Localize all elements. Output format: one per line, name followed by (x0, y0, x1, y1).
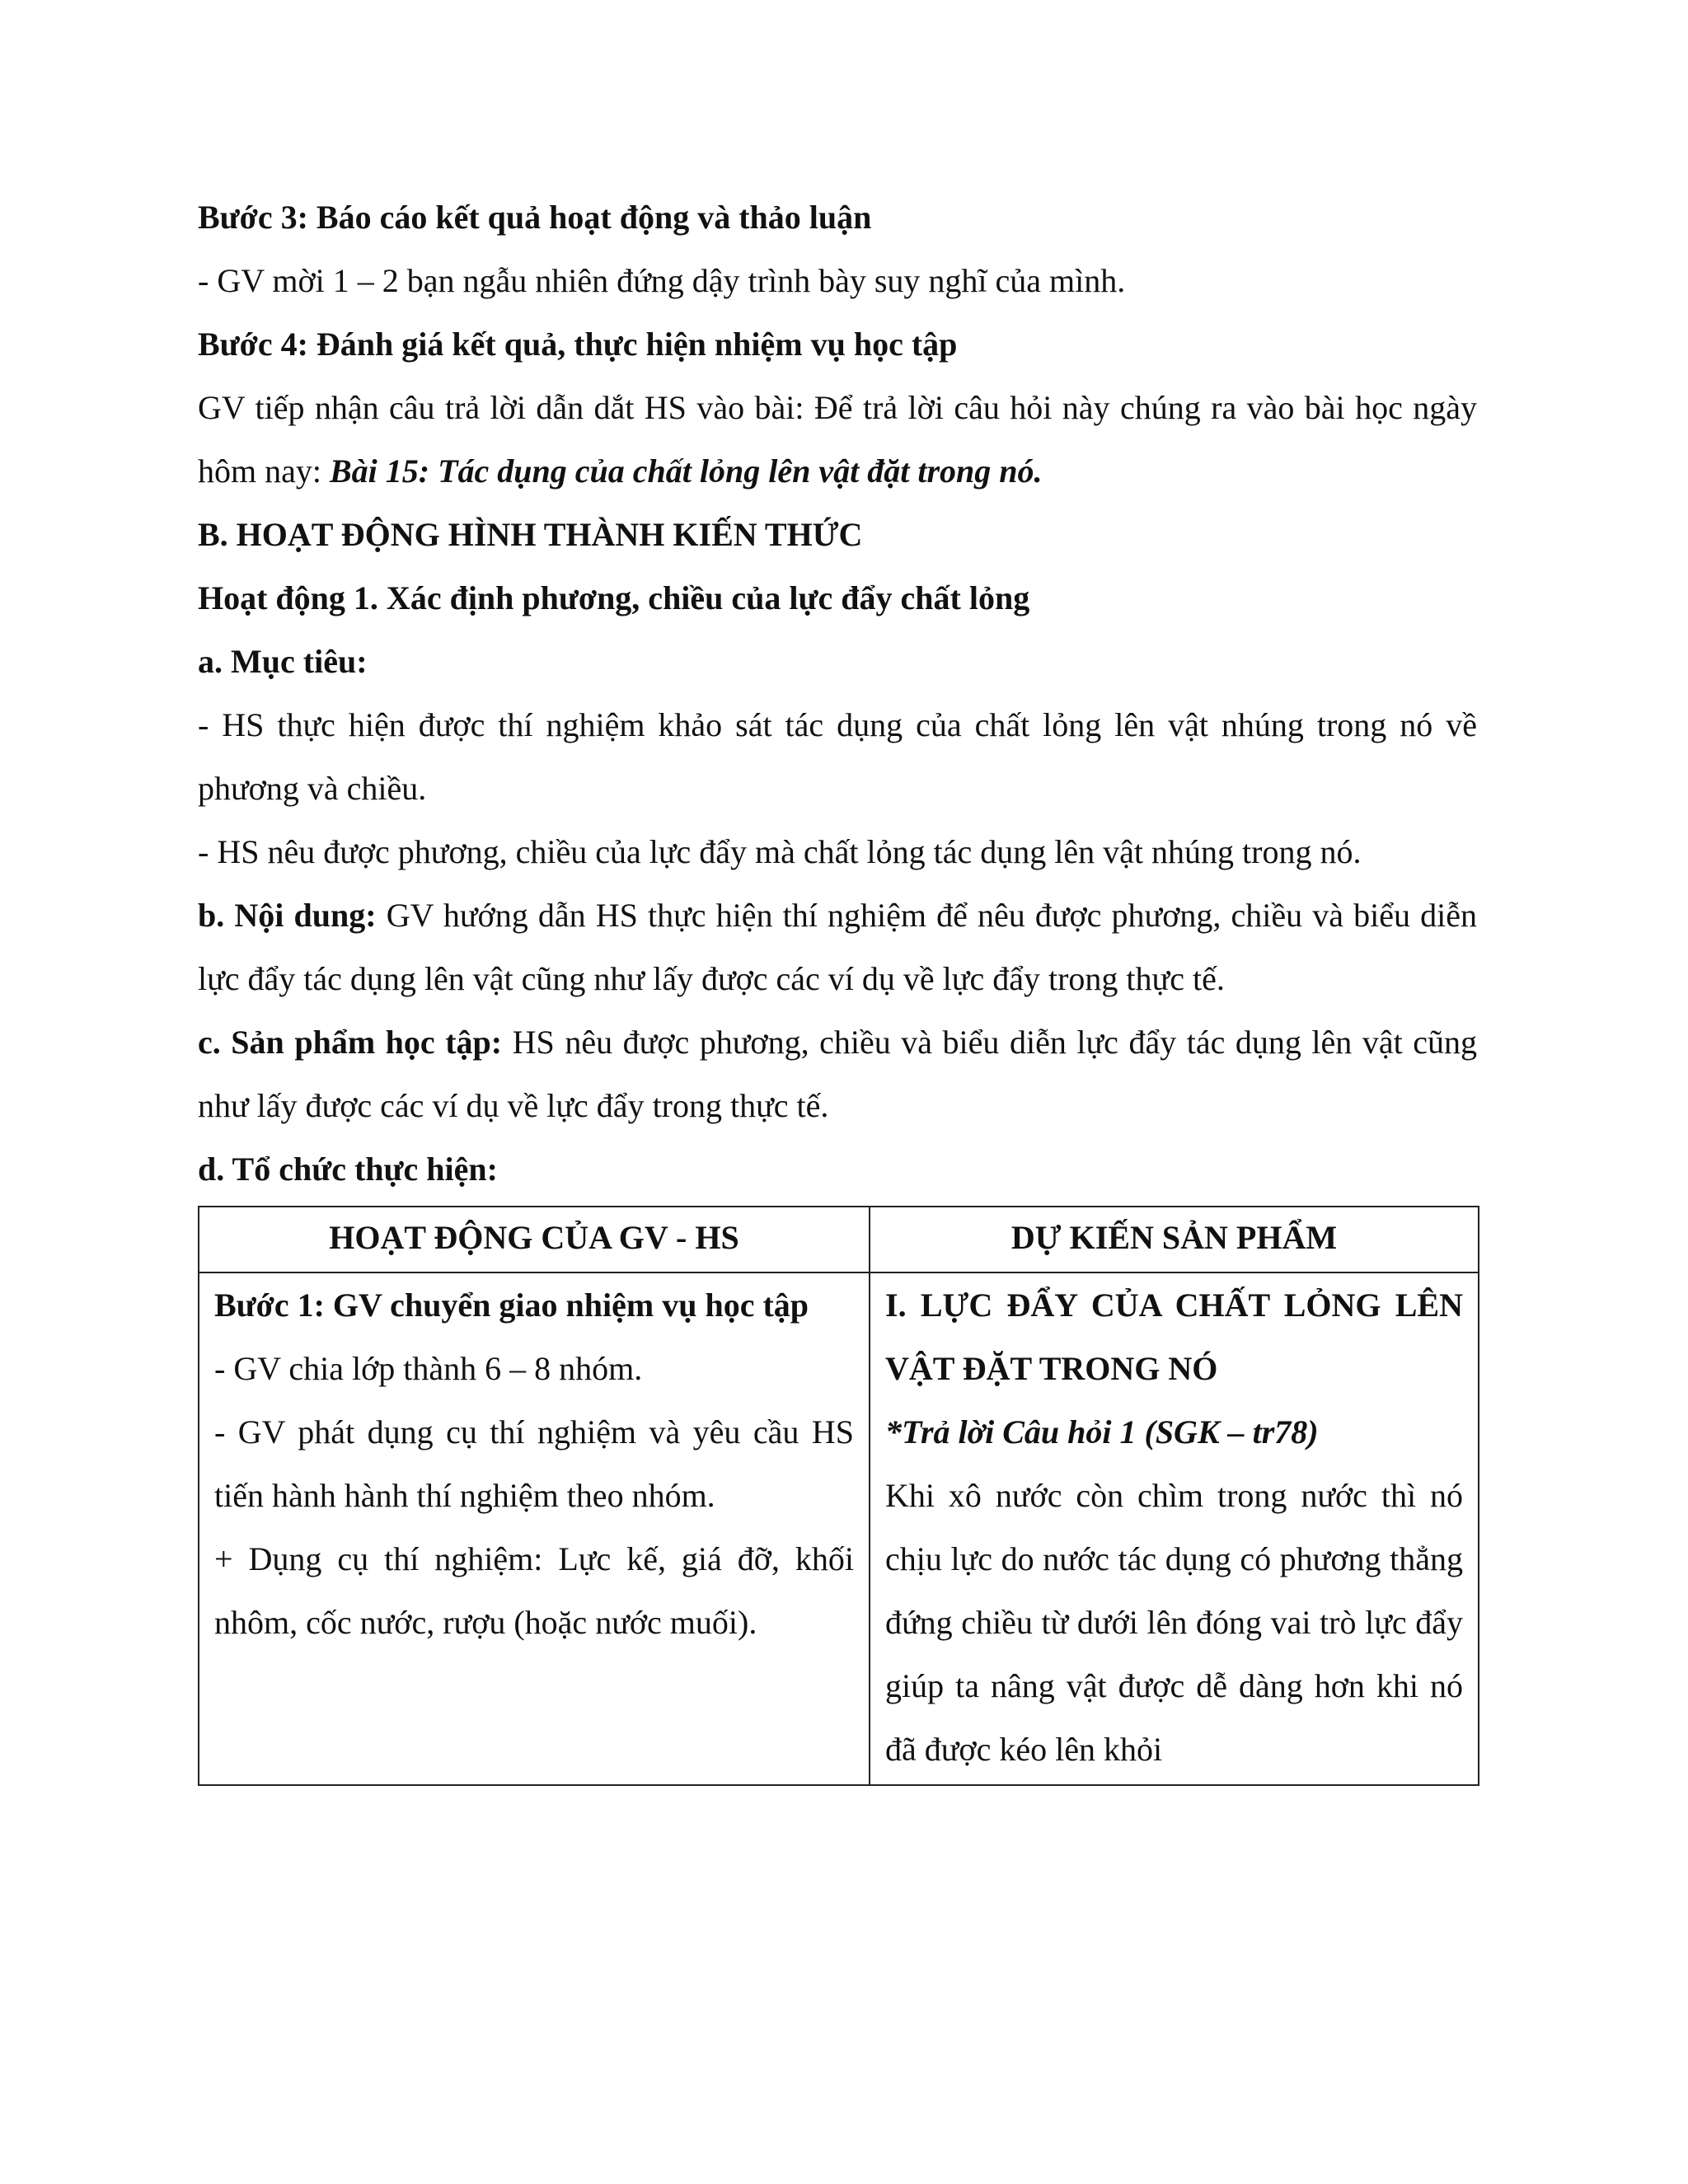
step4-title: Bước 4: Đánh giá kết quả, thực hiện nhiệm vụ học tập (198, 326, 958, 363)
answer-label: *Trả lời Câu hỏi 1 (SGK – tr78) (885, 1413, 1319, 1451)
answer-text: Khi xô nước còn chìm trong nước thì nó chịu lực do nước tác dụng có phương thẳng đứng chiều từ dưới lên đóng vai trò lực đẩy giúp ta nâng vật được dễ dàng hơn khi nó đã được kéo lên khỏi (885, 1477, 1463, 1768)
objective-label: a. Mục tiêu: (198, 643, 368, 680)
organize-label: d. Tổ chức thực hiện: (198, 1151, 498, 1188)
left-line-1: - GV chia lớp thành 6 – 8 nhóm. (214, 1350, 643, 1387)
left-line-2: - GV phát dụng cụ thí nghiệm và yêu cầu HS tiến hành hành thí nghiệm theo nhóm. (214, 1413, 854, 1514)
table-cell-products (870, 1272, 1479, 1785)
product-heading: I. LỰC ĐẨY CỦA CHẤT LỎNG LÊN VẬT ĐẶT TRONG NÓ (885, 1286, 1463, 1387)
step4-paragraph (198, 376, 1477, 503)
table-row (199, 1272, 1479, 1785)
objective-item-1: - HS thực hiện được thí nghiệm khảo sát tác dụng của chất lỏng lên vật nhúng trong nó về phương và chiều. (198, 706, 1477, 807)
document-page (198, 185, 1477, 1786)
content-label: b. Nội dung: (198, 897, 377, 934)
objective-item-2: - HS nêu được phương, chiều của lực đẩy mà chất lỏng tác dụng lên vật nhúng trong nó. (198, 833, 1362, 870)
step4-text: GV tiếp nhận câu trả lời dẫn dắt HS vào bài: Để trả lời câu hỏi này chúng ra vào bài học ngày hôm nay: (198, 389, 1477, 490)
table-header-products: DỰ KIẾN SẢN PHẨM (870, 1207, 1479, 1272)
content-text: GV hướng dẫn HS thực hiện thí nghiệm để nêu được phương, chiều và biểu diễn lực đẩy tác dụng lên vật cũng như lấy được các ví dụ về lực đẩy trong thực tế. (198, 897, 1477, 997)
product-label: c. Sản phẩm học tập: (198, 1024, 503, 1061)
step3-line: - GV mời 1 – 2 bạn ngẫu nhiên đứng dậy trình bày suy nghĩ của mình. (198, 262, 1126, 299)
table-cell-activities (199, 1272, 870, 1785)
lesson-title: Bài 15: Tác dụng của chất lỏng lên vật đặt trong nó. (329, 452, 1043, 490)
activity-table (198, 1206, 1479, 1786)
section-b-heading: B. HOẠT ĐỘNG HÌNH THÀNH KIẾN THỨC (198, 516, 863, 553)
product-text: HS nêu được phương, chiều và biểu diễn lực đẩy tác dụng lên vật cũng như lấy được các ví dụ về lực đẩy trong thực tế. (198, 1024, 1478, 1124)
product-paragraph (198, 1010, 1477, 1137)
step3-title: Bước 3: Báo cáo kết quả hoạt động và thảo luận (198, 199, 872, 236)
content-paragraph (198, 883, 1477, 1010)
step1-title: Bước 1: GV chuyển giao nhiệm vụ học tập (214, 1286, 809, 1324)
table-header-activities: HOẠT ĐỘNG CỦA GV - HS (199, 1207, 870, 1272)
activity1-heading: Hoạt động 1. Xác định phương, chiều của lực đẩy chất lỏng (198, 579, 1030, 616)
table-header-row (199, 1207, 1479, 1272)
left-line-3: + Dụng cụ thí nghiệm: Lực kế, giá đỡ, khối nhôm, cốc nước, rượu (hoặc nước muối). (214, 1540, 854, 1641)
